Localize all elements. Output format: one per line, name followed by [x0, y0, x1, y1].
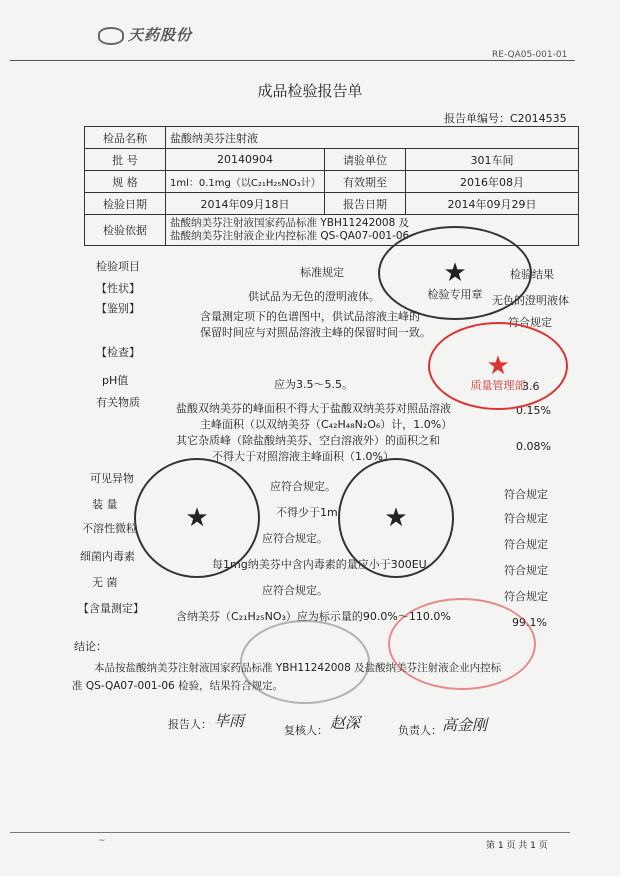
related-standard-4: 不得大于对照溶液主峰面积（1.0%）	[212, 450, 394, 463]
report-number-value: C2014535	[510, 112, 567, 125]
volume-result: 符合规定	[504, 512, 548, 525]
related-label: 有关物质	[96, 396, 140, 409]
basis-line-1: 盐酸纳美芬注射液国家药品标准 YBH11242008 及	[170, 217, 410, 229]
visible-label: 可见异物	[90, 472, 134, 485]
qc-stamp-text: 检验专用章	[427, 287, 483, 301]
responsible-signature: 高金刚	[442, 716, 488, 734]
info-row-batch	[85, 149, 579, 171]
basis-line-2: 盐酸纳美芬注射液企业内控标准 QS-QA07-001-06	[170, 230, 410, 242]
company-stamp-1	[134, 458, 260, 578]
col-result-header: 检验结果	[510, 268, 554, 281]
volume-standard: 不得少于1ml	[276, 506, 341, 519]
info-row-spec	[85, 171, 579, 193]
report-title: 成品检验报告单	[257, 82, 363, 100]
conclusion-label: 结论：	[74, 640, 107, 653]
endotoxin-label: 细菌内毒素	[80, 550, 135, 563]
identification-label: 【鉴别】	[96, 302, 140, 315]
dept-value: 301车间	[406, 149, 579, 171]
ph-result: 3.6	[522, 380, 540, 393]
spec-label: 规 格	[85, 171, 166, 193]
related-result-2: 0.08%	[516, 440, 551, 453]
col-standard-header: 标准规定	[300, 266, 344, 279]
identification-standard-1: 含量测定项下的色谱图中，供试品溶液主峰的	[200, 310, 420, 323]
report-date-value: 2014年09月29日	[406, 193, 579, 215]
insoluble-standard: 应符合规定。	[262, 532, 328, 545]
faded-red-stamp	[388, 598, 536, 690]
product-name: 盐酸纳美芬注射液	[166, 127, 579, 149]
responsible-label: 负责人：	[398, 724, 442, 737]
qa-stamp	[428, 322, 568, 410]
appearance-result: 无色的澄明液体	[492, 294, 569, 307]
check-label: 【检查】	[96, 346, 140, 359]
report-number	[444, 110, 567, 126]
sterility-label: 无 菌	[92, 576, 118, 589]
test-date-value: 2014年09月18日	[166, 193, 325, 215]
batch-label: 批 号	[85, 149, 166, 171]
conclusion-text-2: 准 QS-QA07-001-06 检验，结果符合规定。	[72, 680, 284, 692]
visible-standard: 应符合规定。	[270, 480, 336, 493]
related-result-1: 0.15%	[516, 404, 551, 417]
appearance-label: 【性状】	[96, 282, 140, 295]
report-number-label: 报告单编号：	[444, 112, 510, 125]
identification-standard-2: 保留时间应与对照品溶液主峰的保留时间一致。	[200, 326, 431, 339]
qa-stamp-text: 质量管理部	[470, 378, 526, 392]
insoluble-result: 符合规定	[504, 538, 548, 551]
appearance-standard: 供试品为无色的澄明液体。	[248, 290, 380, 303]
doc-number: RE-QA05-001-01	[492, 50, 568, 60]
corner-mark: ~	[98, 836, 106, 846]
star-icon: ★	[384, 503, 408, 533]
logo-text: 天药股份	[128, 26, 193, 44]
faded-stamp	[240, 620, 370, 704]
report-date-label: 报告日期	[325, 193, 406, 215]
qc-stamp	[378, 226, 532, 320]
spec-value: 1ml：0.1mg（以C₂₁H₂₅NO₃计）	[166, 171, 325, 193]
sterility-result: 符合规定	[504, 590, 548, 603]
info-row-product	[85, 127, 579, 149]
info-table	[84, 126, 579, 246]
endotoxin-result: 符合规定	[504, 564, 548, 577]
company-stamp-2	[338, 458, 454, 578]
col-item-header: 检验项目	[96, 260, 140, 273]
star-icon: ★	[486, 351, 510, 381]
expiry-label: 有效期至	[325, 171, 406, 193]
reporter-label: 报告人：	[168, 718, 212, 731]
star-icon: ★	[443, 258, 467, 288]
related-standard-3: 其它杂质峰（除盐酸纳美芬、空白溶液外）的面积之和	[176, 434, 440, 447]
related-standard-1: 盐酸双纳美芬的峰面积不得大于盐酸双纳美芬对照品溶液	[176, 402, 451, 415]
assay-label: 【含量测定】	[78, 602, 144, 615]
product-name-label: 检品名称	[85, 127, 166, 149]
reviewer-signature: 赵深	[330, 714, 361, 732]
sterility-standard: 应符合规定。	[262, 584, 328, 597]
expiry-value: 2016年08月	[406, 171, 579, 193]
reviewer-label: 复核人：	[284, 724, 328, 737]
info-row-dates	[85, 193, 579, 215]
dept-label: 请验单位	[325, 149, 406, 171]
insoluble-label: 不溶性微粒	[82, 522, 137, 535]
header-divider	[10, 60, 575, 61]
ph-standard: 应为3.5～5.5。	[274, 378, 353, 391]
conclusion-text-1: 本品按盐酸纳美芬注射液国家药品标准 YBH11242008 及盐酸纳美芬注射液企业内控标	[94, 662, 502, 674]
assay-result: 99.1%	[512, 616, 547, 629]
endotoxin-standard: 每1mg纳美芬中含内毒素的量应小于300EU	[212, 558, 427, 571]
reporter-signature: 毕雨	[214, 712, 245, 730]
related-standard-2: 主峰面积（以双纳美芬（C₄₂H₄₈N₂O₆）计，1.0%）	[200, 418, 453, 431]
company-logo	[98, 24, 192, 45]
star-icon: ★	[185, 503, 209, 533]
footer-divider	[10, 832, 570, 833]
page-number: 第 1 页 共 1 页	[486, 841, 548, 851]
basis-label: 检验依据	[85, 215, 166, 246]
test-date-label: 检验日期	[85, 193, 166, 215]
batch-value: 20140904	[166, 149, 325, 171]
logo-mark-icon	[98, 27, 124, 45]
assay-standard: 含纳美芬（C₂₁H₂₅NO₃）应为标示量的90.0%～110.0%	[176, 610, 451, 623]
visible-result: 符合规定	[504, 488, 548, 501]
identification-result: 符合规定	[508, 316, 552, 329]
basis-value	[166, 215, 579, 246]
ph-label: pH值	[102, 374, 129, 387]
volume-label: 装 量	[92, 498, 118, 511]
